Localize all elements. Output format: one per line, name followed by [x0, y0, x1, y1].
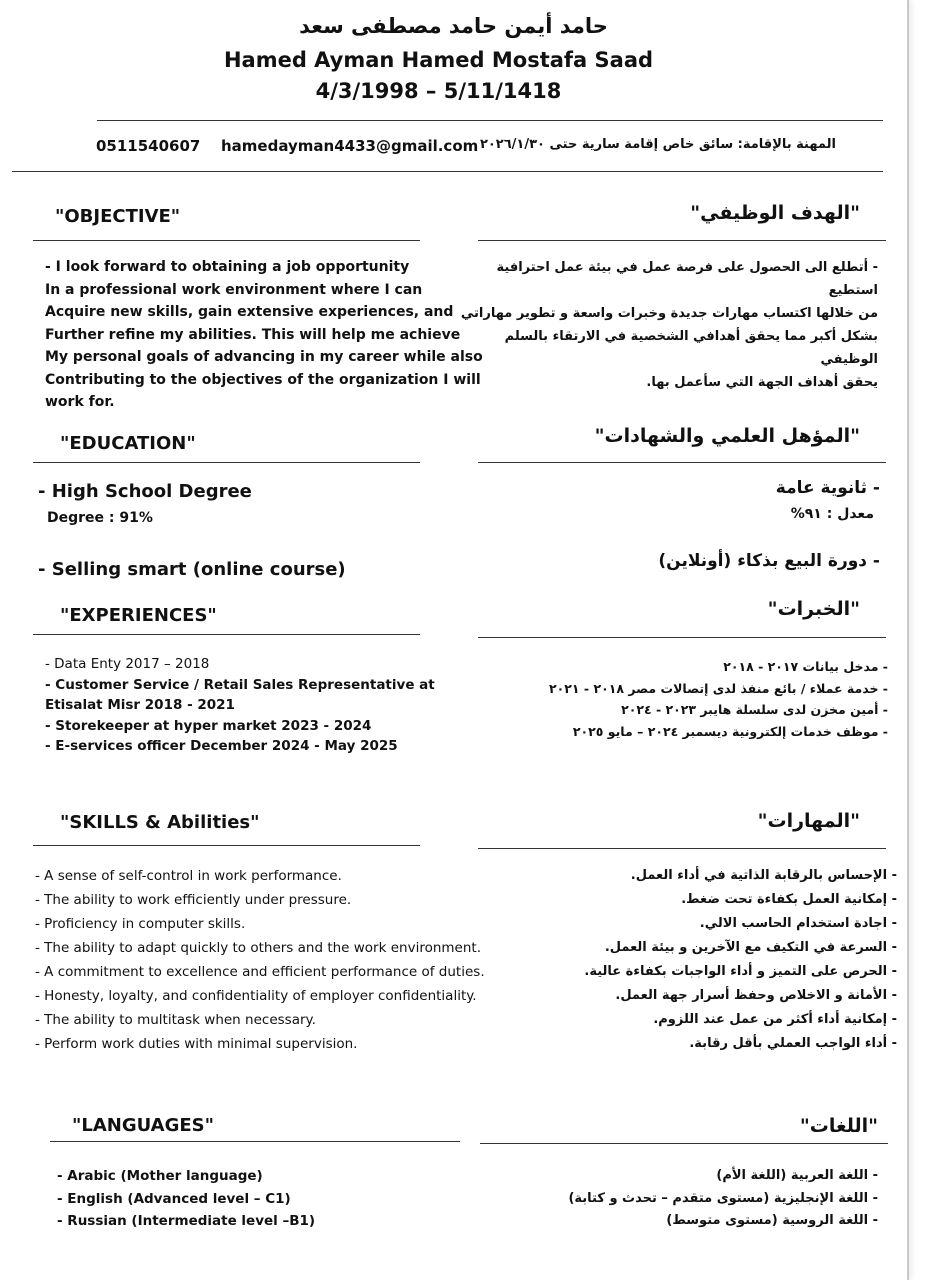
skill-item: - The ability to multitask when necessary.	[35, 1012, 316, 1028]
skill-item: - A sense of self-control in work performance.	[35, 868, 342, 884]
languages-heading-arabic: "اللغات"	[799, 1115, 878, 1137]
skills-list-arabic	[560, 864, 897, 1056]
experience-item: - Data Enty 2017 – 2018	[45, 656, 210, 672]
objective-line: Contributing to the objectives of the organization I will	[45, 371, 481, 388]
objective-line: My personal goals of advancing in my career while also	[45, 349, 483, 365]
skills-heading: "SKILLS & Abilities"	[60, 812, 260, 833]
experience-item: Etisalat Misr 2018 - 2021	[45, 697, 235, 713]
skills-heading-arabic: "المهارات"	[757, 810, 860, 832]
skill-item-arabic: - إمكانية العمل بكفاءة تحت ضغط.	[681, 892, 897, 907]
degree-grade: Degree : 91%	[47, 510, 153, 526]
experience-item-arabic: - مدخل بيانات ٢٠١٧ - ٢٠١٨	[723, 659, 888, 674]
objective-line: Acquire new skills, gain extensive experiences, and	[45, 304, 454, 320]
skill-item-arabic: - السرعة في التكيف مع الآخرين و بيئة العمل.	[604, 940, 897, 955]
objective-text-arabic	[460, 256, 878, 394]
degree-grade-arabic: معدل : ٩١%	[790, 506, 874, 522]
experiences-heading: "EXPERIENCES"	[60, 605, 217, 626]
languages-underline	[50, 1141, 460, 1142]
objective-line-arabic: بشكل أكبر مما يحقق أهدافي الشخصية في الارتقاء بالسلم الوظيفي	[504, 329, 878, 367]
languages-list-arabic	[520, 1165, 878, 1233]
skill-item: - Honesty, loyalty, and confidentiality of employer confidentiality.	[35, 988, 477, 1004]
education-underline-arabic	[478, 462, 886, 463]
objective-line: work for.	[45, 394, 115, 410]
experiences-underline-arabic	[478, 637, 886, 638]
experience-item-arabic: - أمين مخزن لدى سلسلة هايبر ٢٠٢٣ - ٢٠٢٤	[621, 702, 888, 717]
experience-item-arabic: - خدمة عملاء / بائع منفذ لدى إتصالات مصر ٢٠١٨ - ٢٠٢١	[549, 680, 888, 696]
skills-underline	[33, 845, 420, 846]
objective-line-arabic: من خلالها اكتساب مهارات جديدة وخبرات واسعة و تطوير مهاراتي	[460, 306, 878, 321]
languages-heading: "LANGUAGES"	[72, 1115, 215, 1136]
language-item-arabic: - اللغة الروسية (مستوى متوسط)	[666, 1213, 878, 1228]
skills-list	[35, 864, 485, 1056]
degree-title-arabic: - ثانوية عامة	[775, 478, 880, 498]
skill-item-arabic: - الحرص على التميز و أداء الواجبات بكفاءة عالية.	[584, 964, 897, 979]
skill-item-arabic: - الإحساس بالرقابة الذاتية في أداء العمل.	[630, 868, 897, 883]
experience-item: - Customer Service / Retail Sales Representative at	[45, 676, 435, 693]
experience-item: - Storekeeper at hyper market 2023 - 2024	[45, 717, 372, 734]
objective-line-arabic: - أتطلع الى الحصول على فرصة عمل في بيئة عمل احترافية استطيع	[496, 260, 878, 298]
skill-item: - Perform work duties with minimal supervision.	[35, 1036, 358, 1052]
residency-info: المهنة بالإقامة: سائق خاص إقامة سارية حتى ٢٠٢٦/١/٣٠	[479, 137, 836, 152]
language-item: - English (Advanced level – C1)	[57, 1190, 291, 1207]
languages-list	[57, 1165, 315, 1233]
experiences-underline	[33, 634, 420, 635]
experiences-heading-arabic: "الخبرات"	[767, 598, 860, 620]
experience-item-arabic: - موظف خدمات إلكترونية ديسمبر ٢٠٢٤ – مايو ٢٠٢٥	[572, 723, 888, 739]
skill-item: - Proficiency in computer skills.	[35, 916, 246, 932]
course-title: - Selling smart (online course)	[38, 559, 346, 580]
name-english: Hamed Ayman Hamed Mostafa Saad	[223, 48, 654, 72]
objective-line: In a professional work environment where I can	[45, 281, 423, 298]
objective-heading: "OBJECTIVE"	[55, 206, 181, 227]
objective-underline	[33, 240, 420, 241]
objective-underline-arabic	[478, 240, 886, 241]
birth-dates: 4/3/1998 – 5/11/1418	[315, 79, 562, 103]
course-title-arabic: - دورة البيع بذكاء (أونلاين)	[658, 551, 880, 571]
languages-underline-arabic	[480, 1143, 888, 1144]
header-divider	[97, 120, 883, 121]
language-item: - Russian (Intermediate level –B1)	[57, 1213, 316, 1229]
education-underline	[33, 462, 420, 463]
skill-item: - A commitment to excellence and efficient performance of duties.	[35, 964, 485, 980]
skills-underline-arabic	[478, 848, 886, 849]
language-item: - Arabic (Mother language)	[57, 1168, 263, 1184]
objective-line-arabic: يحقق أهداف الجهة التي سأعمل بها.	[646, 375, 878, 390]
education-heading-arabic: "المؤهل العلمي والشهادات"	[594, 425, 860, 447]
experience-item: - E-services officer December 2024 - May 2025	[45, 738, 398, 754]
objective-heading-arabic: "الهدف الوظيفي"	[690, 202, 860, 224]
objective-line: - I look forward to obtaining a job opportunity	[45, 259, 410, 275]
language-item-arabic: - اللغة الإنجليزية (مستوى متقدم – تحدث و كتابة)	[568, 1190, 878, 1206]
email-address: hamedayman4433@gmail.com	[221, 137, 479, 155]
experiences-list-arabic	[460, 656, 888, 742]
language-item-arabic: - اللغة العربية (اللغة الأم)	[716, 1168, 878, 1183]
experiences-list	[45, 654, 435, 757]
phone-number: 0511540607	[96, 137, 201, 155]
contact-divider	[12, 171, 883, 172]
degree-title: - High School Degree	[38, 481, 252, 502]
skill-item-arabic: - إمكانية أداء أكثر من عمل عند اللزوم.	[653, 1012, 897, 1027]
skill-item: - The ability to adapt quickly to others and the work environment.	[35, 940, 481, 956]
education-heading: "EDUCATION"	[60, 433, 196, 454]
objective-text	[45, 256, 483, 414]
objective-line: Further refine my abilities. This will help me achieve	[45, 326, 461, 343]
skill-item-arabic: - الأمانة و الاخلاص وحفظ أسرار جهة العمل.	[615, 988, 897, 1003]
name-arabic: حامد أيمن حامد مصطفى سعد	[299, 14, 608, 38]
skill-item-arabic: - اجادة استخدام الحاسب الالي.	[699, 916, 897, 931]
skill-item: - The ability to work efficiently under pressure.	[35, 892, 352, 908]
skill-item-arabic: - أداء الواجب العملي بأقل رقابة.	[689, 1036, 897, 1051]
